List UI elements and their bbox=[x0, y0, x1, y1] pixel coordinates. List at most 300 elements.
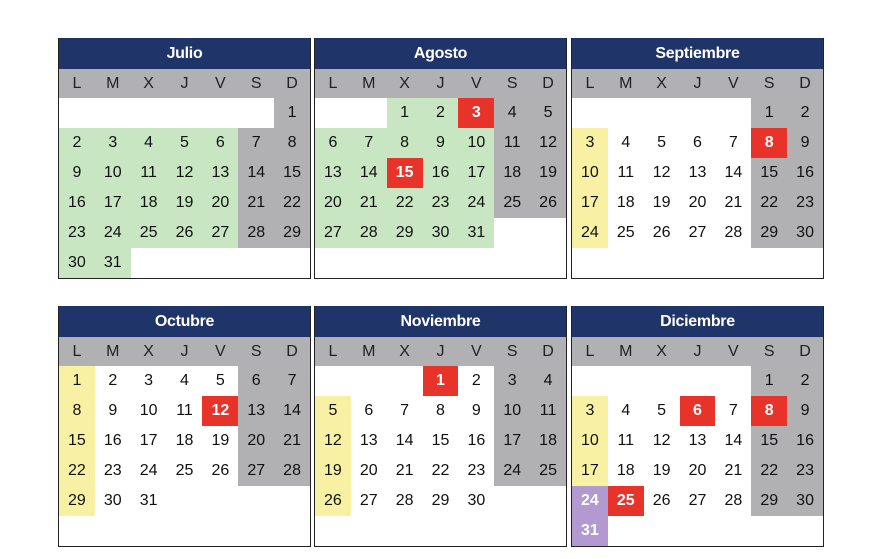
day-cell: 4 bbox=[494, 98, 530, 128]
day-cell: 13 bbox=[315, 158, 351, 188]
day-cell: 26 bbox=[644, 218, 680, 248]
day-cell: 12 bbox=[530, 128, 566, 158]
weekday-header: S bbox=[494, 337, 530, 366]
day-cell: 24 bbox=[572, 486, 608, 516]
day-cell: 25 bbox=[131, 218, 167, 248]
day-cell: 30 bbox=[458, 486, 494, 516]
day-cell: 16 bbox=[787, 426, 823, 456]
day-cell: 7 bbox=[715, 396, 751, 426]
day-cell: 22 bbox=[387, 188, 423, 218]
day-cell: 28 bbox=[274, 456, 310, 486]
empty-cell bbox=[387, 366, 423, 396]
weekday-header: D bbox=[787, 69, 823, 98]
day-cell: 11 bbox=[167, 396, 203, 426]
weekday-header: J bbox=[423, 69, 459, 98]
day-cell: 11 bbox=[530, 396, 566, 426]
day-cell: 22 bbox=[751, 456, 787, 486]
weekday-header: J bbox=[423, 337, 459, 366]
empty-cell bbox=[59, 516, 95, 546]
weekday-header: S bbox=[238, 69, 274, 98]
day-cell: 2 bbox=[458, 366, 494, 396]
day-cell: 2 bbox=[787, 366, 823, 396]
day-cell: 22 bbox=[423, 456, 459, 486]
weekday-header: D bbox=[274, 69, 310, 98]
empty-cell bbox=[202, 248, 238, 278]
day-cell: 25 bbox=[608, 218, 644, 248]
empty-cell bbox=[494, 248, 530, 278]
empty-cell bbox=[680, 98, 716, 128]
month-octubre bbox=[58, 306, 311, 547]
empty-cell bbox=[131, 248, 167, 278]
day-cell: 18 bbox=[530, 426, 566, 456]
day-cell: 2 bbox=[787, 98, 823, 128]
day-cell: 25 bbox=[494, 188, 530, 218]
month-title: Agosto bbox=[315, 38, 566, 69]
day-cell: 4 bbox=[608, 128, 644, 158]
day-cell: 21 bbox=[387, 456, 423, 486]
day-cell: 14 bbox=[715, 426, 751, 456]
day-cell: 10 bbox=[572, 158, 608, 188]
weekday-header: X bbox=[387, 337, 423, 366]
empty-cell bbox=[715, 98, 751, 128]
empty-cell bbox=[315, 248, 351, 278]
day-cell: 3 bbox=[95, 128, 131, 158]
day-cell: 12 bbox=[644, 158, 680, 188]
day-cell: 12 bbox=[202, 396, 238, 426]
empty-cell bbox=[751, 248, 787, 278]
day-cell: 27 bbox=[680, 486, 716, 516]
weekday-header: J bbox=[167, 69, 203, 98]
day-cell: 13 bbox=[238, 396, 274, 426]
day-cell: 8 bbox=[751, 128, 787, 158]
weekday-header: J bbox=[680, 337, 716, 366]
empty-cell bbox=[95, 98, 131, 128]
day-cell: 20 bbox=[238, 426, 274, 456]
weekday-header: V bbox=[458, 337, 494, 366]
empty-cell bbox=[274, 248, 310, 278]
weekday-header: M bbox=[95, 337, 131, 366]
day-cell: 24 bbox=[458, 188, 494, 218]
empty-cell bbox=[715, 516, 751, 546]
empty-cell bbox=[351, 366, 387, 396]
weekday-header: D bbox=[274, 337, 310, 366]
day-cell: 9 bbox=[423, 128, 459, 158]
day-cell: 28 bbox=[715, 486, 751, 516]
day-cell: 26 bbox=[167, 218, 203, 248]
day-cell: 13 bbox=[680, 158, 716, 188]
day-grid bbox=[59, 69, 310, 278]
empty-cell bbox=[530, 486, 566, 516]
weekday-header: M bbox=[95, 69, 131, 98]
weekday-header: V bbox=[715, 69, 751, 98]
day-cell: 5 bbox=[644, 396, 680, 426]
day-cell: 29 bbox=[274, 218, 310, 248]
day-cell: 8 bbox=[387, 128, 423, 158]
day-grid bbox=[572, 337, 823, 546]
empty-cell bbox=[238, 516, 274, 546]
month-noviembre bbox=[314, 306, 567, 547]
day-cell: 11 bbox=[131, 158, 167, 188]
day-cell: 23 bbox=[787, 188, 823, 218]
day-cell: 14 bbox=[274, 396, 310, 426]
empty-cell bbox=[315, 366, 351, 396]
day-cell: 11 bbox=[608, 158, 644, 188]
day-cell: 8 bbox=[751, 396, 787, 426]
empty-cell bbox=[608, 248, 644, 278]
day-cell: 27 bbox=[351, 486, 387, 516]
day-cell: 15 bbox=[423, 426, 459, 456]
empty-cell bbox=[351, 516, 387, 546]
empty-cell bbox=[715, 248, 751, 278]
day-cell: 12 bbox=[644, 426, 680, 456]
day-grid bbox=[315, 337, 566, 546]
day-cell: 2 bbox=[423, 98, 459, 128]
day-cell: 14 bbox=[351, 158, 387, 188]
day-cell: 19 bbox=[167, 188, 203, 218]
day-cell: 18 bbox=[167, 426, 203, 456]
day-cell: 6 bbox=[202, 128, 238, 158]
empty-cell bbox=[644, 98, 680, 128]
day-cell: 23 bbox=[423, 188, 459, 218]
weekday-header: L bbox=[59, 337, 95, 366]
empty-cell bbox=[787, 516, 823, 546]
empty-cell bbox=[644, 248, 680, 278]
day-cell: 18 bbox=[608, 188, 644, 218]
weekday-header: M bbox=[351, 337, 387, 366]
weekday-header: D bbox=[530, 337, 566, 366]
day-cell: 13 bbox=[680, 426, 716, 456]
empty-cell bbox=[680, 366, 716, 396]
day-cell: 26 bbox=[644, 486, 680, 516]
empty-cell bbox=[530, 218, 566, 248]
day-cell: 3 bbox=[572, 396, 608, 426]
empty-cell bbox=[315, 516, 351, 546]
day-cell: 28 bbox=[238, 218, 274, 248]
day-cell: 30 bbox=[423, 218, 459, 248]
empty-cell bbox=[202, 486, 238, 516]
day-cell: 28 bbox=[715, 218, 751, 248]
day-cell: 29 bbox=[423, 486, 459, 516]
empty-cell bbox=[572, 98, 608, 128]
empty-cell bbox=[202, 516, 238, 546]
day-cell: 16 bbox=[59, 188, 95, 218]
day-cell: 23 bbox=[95, 456, 131, 486]
empty-cell bbox=[167, 248, 203, 278]
empty-cell bbox=[644, 516, 680, 546]
empty-cell bbox=[59, 98, 95, 128]
day-cell: 5 bbox=[315, 396, 351, 426]
day-cell: 19 bbox=[644, 188, 680, 218]
weekday-header: V bbox=[458, 69, 494, 98]
day-cell: 8 bbox=[274, 128, 310, 158]
day-cell: 1 bbox=[751, 366, 787, 396]
day-cell: 29 bbox=[751, 486, 787, 516]
empty-cell bbox=[787, 248, 823, 278]
day-cell: 7 bbox=[387, 396, 423, 426]
month-julio bbox=[58, 38, 311, 279]
day-cell: 18 bbox=[131, 188, 167, 218]
weekday-header: M bbox=[608, 337, 644, 366]
day-cell: 9 bbox=[59, 158, 95, 188]
day-cell: 22 bbox=[59, 456, 95, 486]
day-cell: 17 bbox=[131, 426, 167, 456]
day-cell: 11 bbox=[608, 426, 644, 456]
day-cell: 25 bbox=[530, 456, 566, 486]
day-cell: 9 bbox=[787, 396, 823, 426]
weekday-header: D bbox=[787, 337, 823, 366]
day-cell: 8 bbox=[59, 396, 95, 426]
empty-cell bbox=[458, 248, 494, 278]
weekday-header: M bbox=[351, 69, 387, 98]
weekday-header: L bbox=[572, 69, 608, 98]
empty-cell bbox=[458, 516, 494, 546]
day-cell: 25 bbox=[167, 456, 203, 486]
empty-cell bbox=[238, 98, 274, 128]
day-cell: 17 bbox=[572, 188, 608, 218]
day-cell: 1 bbox=[387, 98, 423, 128]
day-cell: 27 bbox=[315, 218, 351, 248]
empty-cell bbox=[131, 98, 167, 128]
day-cell: 26 bbox=[530, 188, 566, 218]
empty-cell bbox=[315, 98, 351, 128]
empty-cell bbox=[494, 516, 530, 546]
empty-cell bbox=[572, 366, 608, 396]
weekday-header: J bbox=[167, 337, 203, 366]
weekday-header: V bbox=[715, 337, 751, 366]
day-cell: 30 bbox=[95, 486, 131, 516]
month-title: Diciembre bbox=[572, 306, 823, 337]
day-cell: 24 bbox=[131, 456, 167, 486]
day-grid bbox=[59, 337, 310, 546]
day-cell: 20 bbox=[680, 456, 716, 486]
day-cell: 24 bbox=[572, 218, 608, 248]
empty-cell bbox=[167, 98, 203, 128]
day-cell: 1 bbox=[751, 98, 787, 128]
month-septiembre bbox=[571, 38, 824, 279]
empty-cell bbox=[608, 98, 644, 128]
day-cell: 18 bbox=[608, 456, 644, 486]
empty-cell bbox=[644, 366, 680, 396]
day-cell: 18 bbox=[494, 158, 530, 188]
day-cell: 6 bbox=[680, 396, 716, 426]
day-cell: 17 bbox=[494, 426, 530, 456]
day-cell: 6 bbox=[315, 128, 351, 158]
month-title: Noviembre bbox=[315, 306, 566, 337]
day-cell: 13 bbox=[351, 426, 387, 456]
day-cell: 12 bbox=[167, 158, 203, 188]
day-cell: 31 bbox=[572, 516, 608, 546]
day-cell: 26 bbox=[315, 486, 351, 516]
empty-cell bbox=[167, 516, 203, 546]
day-cell: 11 bbox=[494, 128, 530, 158]
day-cell: 16 bbox=[787, 158, 823, 188]
day-cell: 21 bbox=[274, 426, 310, 456]
day-cell: 4 bbox=[131, 128, 167, 158]
day-cell: 30 bbox=[787, 486, 823, 516]
day-cell: 5 bbox=[530, 98, 566, 128]
day-cell: 5 bbox=[644, 128, 680, 158]
day-cell: 29 bbox=[751, 218, 787, 248]
day-cell: 10 bbox=[494, 396, 530, 426]
day-cell: 15 bbox=[59, 426, 95, 456]
empty-cell bbox=[530, 516, 566, 546]
day-cell: 10 bbox=[95, 158, 131, 188]
empty-cell bbox=[608, 366, 644, 396]
day-cell: 2 bbox=[59, 128, 95, 158]
day-cell: 19 bbox=[202, 426, 238, 456]
day-cell: 23 bbox=[59, 218, 95, 248]
day-cell: 1 bbox=[274, 98, 310, 128]
empty-cell bbox=[494, 218, 530, 248]
weekday-header: V bbox=[202, 337, 238, 366]
day-cell: 5 bbox=[202, 366, 238, 396]
empty-cell bbox=[423, 516, 459, 546]
weekday-header: M bbox=[608, 69, 644, 98]
day-cell: 31 bbox=[458, 218, 494, 248]
day-cell: 7 bbox=[274, 366, 310, 396]
day-cell: 12 bbox=[315, 426, 351, 456]
weekday-header: S bbox=[494, 69, 530, 98]
day-cell: 22 bbox=[751, 188, 787, 218]
weekday-header: S bbox=[751, 69, 787, 98]
day-cell: 15 bbox=[274, 158, 310, 188]
weekday-header: L bbox=[59, 69, 95, 98]
day-cell: 4 bbox=[530, 366, 566, 396]
empty-cell bbox=[572, 248, 608, 278]
weekday-header: X bbox=[644, 337, 680, 366]
day-cell: 21 bbox=[351, 188, 387, 218]
day-cell: 3 bbox=[572, 128, 608, 158]
day-cell: 6 bbox=[238, 366, 274, 396]
empty-cell bbox=[530, 248, 566, 278]
weekday-header: X bbox=[131, 69, 167, 98]
day-cell: 3 bbox=[458, 98, 494, 128]
day-cell: 19 bbox=[315, 456, 351, 486]
day-cell: 22 bbox=[274, 188, 310, 218]
day-cell: 21 bbox=[715, 188, 751, 218]
day-cell: 7 bbox=[238, 128, 274, 158]
day-cell: 4 bbox=[608, 396, 644, 426]
empty-cell bbox=[608, 516, 644, 546]
day-cell: 7 bbox=[715, 128, 751, 158]
weekday-header: L bbox=[315, 69, 351, 98]
empty-cell bbox=[274, 486, 310, 516]
day-cell: 3 bbox=[131, 366, 167, 396]
day-cell: 15 bbox=[751, 158, 787, 188]
empty-cell bbox=[202, 98, 238, 128]
empty-cell bbox=[387, 516, 423, 546]
month-title: Octubre bbox=[59, 306, 310, 337]
day-cell: 8 bbox=[423, 396, 459, 426]
empty-cell bbox=[494, 486, 530, 516]
day-cell: 20 bbox=[202, 188, 238, 218]
day-cell: 31 bbox=[131, 486, 167, 516]
day-cell: 27 bbox=[680, 218, 716, 248]
weekday-header: V bbox=[202, 69, 238, 98]
day-cell: 20 bbox=[680, 188, 716, 218]
day-cell: 6 bbox=[680, 128, 716, 158]
day-grid bbox=[572, 69, 823, 278]
weekday-header: D bbox=[530, 69, 566, 98]
weekday-header: X bbox=[387, 69, 423, 98]
day-cell: 24 bbox=[494, 456, 530, 486]
empty-cell bbox=[351, 98, 387, 128]
day-cell: 29 bbox=[387, 218, 423, 248]
day-cell: 15 bbox=[751, 426, 787, 456]
day-cell: 16 bbox=[423, 158, 459, 188]
day-cell: 21 bbox=[715, 456, 751, 486]
day-cell: 14 bbox=[387, 426, 423, 456]
day-cell: 30 bbox=[59, 248, 95, 278]
day-cell: 23 bbox=[787, 456, 823, 486]
month-title: Septiembre bbox=[572, 38, 823, 69]
empty-cell bbox=[238, 486, 274, 516]
day-cell: 14 bbox=[238, 158, 274, 188]
day-cell: 17 bbox=[95, 188, 131, 218]
empty-cell bbox=[167, 486, 203, 516]
day-cell: 16 bbox=[458, 426, 494, 456]
empty-cell bbox=[351, 248, 387, 278]
day-cell: 21 bbox=[238, 188, 274, 218]
empty-cell bbox=[387, 248, 423, 278]
day-cell: 9 bbox=[95, 396, 131, 426]
day-cell: 9 bbox=[787, 128, 823, 158]
empty-cell bbox=[680, 248, 716, 278]
day-cell: 19 bbox=[644, 456, 680, 486]
day-cell: 10 bbox=[572, 426, 608, 456]
day-cell: 28 bbox=[351, 218, 387, 248]
day-cell: 14 bbox=[715, 158, 751, 188]
day-cell: 5 bbox=[167, 128, 203, 158]
day-cell: 3 bbox=[494, 366, 530, 396]
empty-cell bbox=[95, 516, 131, 546]
day-cell: 10 bbox=[458, 128, 494, 158]
day-cell: 27 bbox=[238, 456, 274, 486]
day-cell: 17 bbox=[572, 456, 608, 486]
day-cell: 10 bbox=[131, 396, 167, 426]
day-cell: 16 bbox=[95, 426, 131, 456]
day-cell: 23 bbox=[458, 456, 494, 486]
empty-cell bbox=[274, 516, 310, 546]
day-cell: 19 bbox=[530, 158, 566, 188]
weekday-header: L bbox=[572, 337, 608, 366]
day-cell: 26 bbox=[202, 456, 238, 486]
day-cell: 31 bbox=[95, 248, 131, 278]
day-cell: 25 bbox=[608, 486, 644, 516]
weekday-header: S bbox=[751, 337, 787, 366]
day-cell: 7 bbox=[351, 128, 387, 158]
month-agosto bbox=[314, 38, 567, 279]
day-cell: 20 bbox=[315, 188, 351, 218]
month-diciembre bbox=[571, 306, 824, 547]
day-cell: 28 bbox=[387, 486, 423, 516]
day-cell: 9 bbox=[458, 396, 494, 426]
empty-cell bbox=[715, 366, 751, 396]
day-cell: 1 bbox=[59, 366, 95, 396]
day-cell: 13 bbox=[202, 158, 238, 188]
day-cell: 17 bbox=[458, 158, 494, 188]
day-cell: 2 bbox=[95, 366, 131, 396]
weekday-header: J bbox=[680, 69, 716, 98]
day-cell: 29 bbox=[59, 486, 95, 516]
weekday-header: L bbox=[315, 337, 351, 366]
weekday-header: S bbox=[238, 337, 274, 366]
day-grid bbox=[315, 69, 566, 278]
day-cell: 15 bbox=[387, 158, 423, 188]
day-cell: 20 bbox=[351, 456, 387, 486]
day-cell: 6 bbox=[351, 396, 387, 426]
empty-cell bbox=[680, 516, 716, 546]
